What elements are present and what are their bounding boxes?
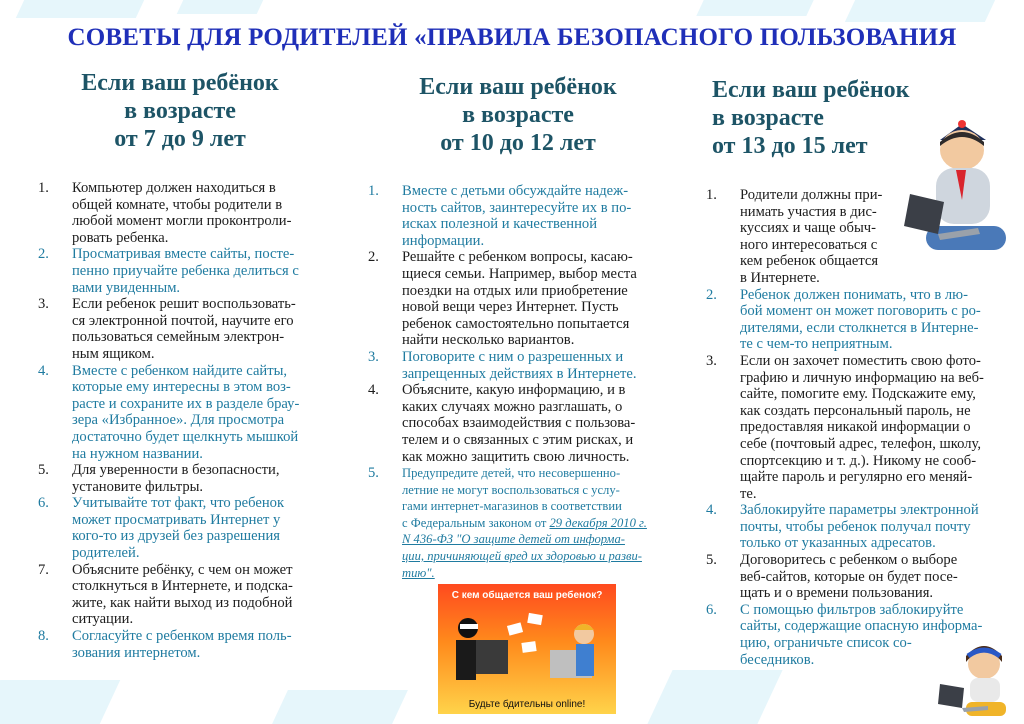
- item-line: С помощью фильтров заблокируйте: [740, 601, 964, 618]
- item-number: 7.: [38, 561, 49, 578]
- item-line: вами увиденным.: [72, 279, 181, 296]
- item-line: найти несколько вариантов.: [402, 332, 575, 349]
- column-1-heading: [40, 69, 320, 153]
- item-line: новой вещи через Интернет. Пусть: [402, 299, 619, 316]
- item-line: как можно защитить свою личность.: [402, 448, 630, 465]
- item-line: жите, как найти выход из подобной: [72, 594, 293, 611]
- item-line: дителями, если столкнется в Интерне-: [740, 319, 979, 336]
- item-line: Договоритесь с ребенком о выборе: [740, 552, 958, 569]
- item-line: запрещенных действиях в Интернете.: [402, 365, 637, 382]
- item-line: установите фильтры.: [72, 478, 204, 495]
- item-number: 1.: [368, 183, 379, 199]
- item-line: поездки на отдых или приобретение: [402, 282, 628, 299]
- item-line: кого-то из друзей без разрешения: [72, 528, 280, 545]
- item-line: может просматривать Интернет у: [72, 511, 281, 528]
- item-line: спортсекцию и т. д.). Никому не сооб-: [740, 452, 977, 469]
- list-item: [38, 180, 338, 246]
- item-number: 3.: [38, 296, 49, 313]
- item-line: на нужном названии.: [72, 445, 203, 462]
- poster-footer: Будьте бдительны online!: [468, 699, 586, 710]
- item-line: исках полезной и качественной: [402, 216, 598, 233]
- item-number: 5.: [38, 462, 49, 479]
- item-number: 1.: [38, 180, 49, 196]
- item-line: которые ему интересны в этом воз-: [72, 379, 291, 396]
- item-line: Решайте с ребенком вопросы, касаю-: [402, 249, 633, 266]
- list-item: [368, 183, 668, 249]
- list-item: [38, 562, 338, 628]
- heading-line: Если ваш ребёнок: [712, 77, 910, 103]
- list-item: [38, 495, 338, 561]
- heading-line: в возрасте: [462, 102, 574, 128]
- item-number: 4.: [368, 382, 379, 399]
- list-item: [38, 462, 338, 495]
- law-link[interactable]: N 436-ФЗ "О защите детей от информа-: [402, 532, 625, 547]
- list-item: [706, 287, 1016, 353]
- background-shape: [177, 0, 264, 14]
- law-line: [402, 515, 668, 532]
- item-line: щайте пароль и регулярно его меняй-: [740, 469, 973, 486]
- heading-line: Если ваш ребёнок: [81, 70, 279, 96]
- list-item: [38, 296, 338, 362]
- item-line: зования интернетом.: [72, 644, 201, 661]
- item-line: расте и сохраните их в разделе брау-: [72, 395, 300, 412]
- page-title: СОВЕТЫ ДЛЯ РОДИТЕЛЕЙ «ПРАВИЛА БЕЗОПАСНОГО ПОЛЬЗОВАНИЯ: [67, 24, 957, 51]
- item-line: ного интересоваться с: [740, 236, 878, 253]
- item-line: графию и личную информацию на веб-: [740, 369, 984, 386]
- item-line: Заблокируйте параметры электронной: [740, 502, 979, 519]
- item-line: предоставляя никакой информации о: [740, 419, 971, 436]
- item-line: ным ящиком.: [72, 345, 155, 362]
- item-line: в Интернете.: [740, 269, 820, 286]
- item-line: зера «Избранное». Для просмотра: [72, 412, 285, 429]
- list-item: [706, 552, 1016, 602]
- item-line: Учитывайте тот факт, что ребенок: [72, 495, 285, 512]
- item-number: 3.: [706, 352, 717, 369]
- poster-title: С кем общается ваш ребенок?: [451, 590, 603, 601]
- item-line: куссиях и чаще обыч-: [740, 220, 876, 237]
- heading-line: от 13 до 15 лет: [712, 133, 868, 159]
- item-number: 6.: [706, 601, 717, 618]
- list-item: [38, 628, 338, 661]
- item-line: пенно приучайте ребенка делиться с: [72, 262, 299, 279]
- heading-line: от 7 до 9 лет: [114, 126, 246, 152]
- item-line: Для уверенности в безопасности,: [72, 462, 280, 479]
- item-line: достаточно будет щелкнуть мышкой: [72, 428, 299, 445]
- item-line: Поговорите с ним о разрешенных и: [402, 348, 624, 365]
- heading-line: в возрасте: [124, 98, 236, 124]
- item-line: те.: [740, 485, 757, 502]
- item-line: летние не могут воспользоваться с услу-: [402, 482, 620, 497]
- item-number: 5.: [706, 552, 717, 569]
- item-number: 1.: [706, 187, 717, 203]
- item-number: 4.: [706, 502, 717, 519]
- item-number: 6.: [38, 495, 49, 512]
- item-number: 2.: [368, 249, 379, 266]
- list-item: [368, 465, 668, 581]
- item-line: щать и о времени пользования.: [740, 585, 934, 602]
- item-number: 4.: [38, 362, 49, 379]
- item-line: ровать ребенка.: [72, 229, 169, 246]
- tips-list-age-10-12: [368, 183, 668, 581]
- item-line: бой момент он может поговорить с ро-: [740, 303, 981, 320]
- boy-with-laptop-illustration: [900, 110, 1018, 268]
- item-line: общей комнате, чтобы родители в: [72, 196, 283, 213]
- background-shape: [696, 0, 813, 16]
- item-line: почты, чтобы ребенок получал почту: [740, 518, 971, 535]
- item-line: ребенок самостоятельно попытается: [402, 315, 630, 332]
- item-number: 5.: [368, 465, 379, 482]
- item-line: ся электронной почтой, научите его: [72, 312, 294, 329]
- poster-image: [438, 584, 616, 714]
- law-link[interactable]: ции, причиняющей вред их здоровью и разви-: [402, 549, 642, 564]
- item-number: 2.: [706, 286, 717, 303]
- item-line: телем и о связанных с этим рисках, и: [402, 431, 634, 448]
- heading-line: Если ваш ребёнок: [419, 74, 617, 100]
- law-link[interactable]: тию".: [402, 565, 435, 580]
- item-line: как создать персональный пароль, не: [740, 402, 971, 419]
- background-shape: [845, 0, 995, 22]
- item-line: щиеся семьи. Например, выбор места: [402, 265, 637, 282]
- item-number: 2.: [38, 246, 49, 263]
- list-item: [38, 363, 338, 463]
- law-prefix: с Федеральным законом от: [402, 515, 550, 530]
- item-line: пользоваться семейным электрон-: [72, 329, 285, 346]
- list-item: [368, 382, 668, 465]
- item-line: ситуации.: [72, 611, 134, 628]
- item-line: беседников.: [740, 651, 815, 668]
- background-shape: [647, 670, 782, 724]
- list-item: [706, 502, 1016, 552]
- item-line: те с чем-то неприятным.: [740, 336, 893, 353]
- heading-line: от 10 до 12 лет: [440, 130, 596, 156]
- item-line: Вместе с детьми обсуждайте надеж-: [402, 183, 629, 199]
- item-line: Если ребенок решит воспользовать-: [72, 296, 296, 313]
- item-line: цию, ограничьте список со-: [740, 635, 912, 652]
- item-line: способах взаимодействия с пользова-: [402, 415, 636, 432]
- background-shape: [16, 0, 144, 18]
- list-item: [38, 246, 338, 296]
- item-line: Родители должны при-: [740, 187, 883, 203]
- item-number: 8.: [38, 628, 49, 645]
- item-line: Ребенок должен понимать, что в лю-: [740, 286, 968, 303]
- item-line: сайте, помогите ему. Подскажите ему,: [740, 386, 976, 403]
- item-line: Предупредите детей, что несовершенно-: [402, 466, 621, 481]
- tips-list-age-7-9: [38, 180, 338, 661]
- item-line: информации.: [402, 232, 485, 249]
- item-line: сайты, содержащие опасную информа-: [740, 618, 983, 635]
- girl-with-laptop-illustration: [936, 644, 1016, 720]
- item-line: ность сайтов, заинтересуйте их в по-: [402, 199, 632, 216]
- column-2-heading: [378, 73, 658, 157]
- item-line: любой момент могли проконтроли-: [72, 213, 292, 230]
- item-line: Согласуйте с ребенком время поль-: [72, 628, 292, 645]
- item-line: родителей.: [72, 545, 140, 562]
- item-line: Вместе с ребенком найдите сайты,: [72, 362, 288, 379]
- heading-line: в возрасте: [712, 105, 824, 131]
- item-line: Компьютер должен находиться в: [72, 180, 276, 196]
- item-line: каких случаях можно разглашать, о: [402, 398, 623, 415]
- item-number: 3.: [368, 348, 379, 365]
- background-shape: [0, 680, 120, 724]
- list-item: [368, 349, 668, 382]
- item-line: Если он захочет поместить свою фото-: [740, 352, 981, 369]
- item-line: столкнуться в Интернете, и подска-: [72, 578, 293, 595]
- item-line: нимать участия в дис-: [740, 203, 877, 220]
- item-line: гами интернет-магазинов в соответствии: [402, 499, 622, 514]
- item-line: веб-сайтов, которые он будет посе-: [740, 568, 958, 585]
- item-line: Объясните ребёнку, с чем он может: [72, 561, 293, 578]
- law-link[interactable]: 29 декабря 2010 г.: [549, 515, 647, 530]
- list-item: [706, 353, 1016, 502]
- poster-scene: [438, 584, 616, 714]
- background-shape: [272, 690, 408, 724]
- item-line: Просматривая вместе сайты, посте-: [72, 246, 295, 263]
- item-line: себе (почтовый адрес, телефон, школу,: [740, 435, 981, 452]
- list-item: [368, 249, 668, 349]
- item-line: кем ребенок общается: [740, 253, 879, 270]
- item-line: Объясните, какую информацию, и в: [402, 382, 626, 399]
- item-line: только от указанных адресатов.: [740, 535, 936, 552]
